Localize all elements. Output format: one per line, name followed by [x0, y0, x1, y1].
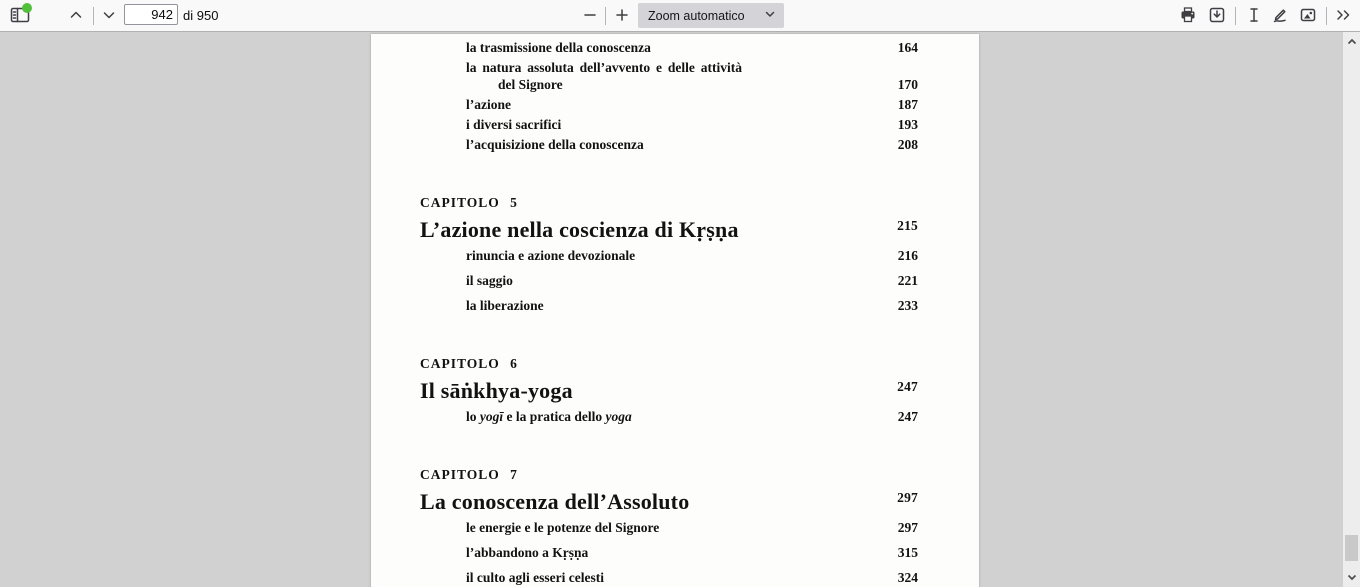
print-icon — [1179, 6, 1197, 27]
page-number: 297 — [897, 520, 918, 535]
page-number: 193 — [897, 117, 918, 132]
toolbar-separator — [93, 7, 94, 25]
toc-text: la liberazione — [466, 298, 544, 313]
toc-item-row — [420, 98, 979, 112]
toc-text: yogī — [479, 409, 504, 424]
page-number: 164 — [897, 40, 918, 55]
page-number: 297 — [897, 490, 918, 505]
toc-chapter-block — [420, 468, 979, 585]
chapter-title-row — [420, 489, 979, 515]
page-number: 247 — [897, 379, 918, 394]
chevron-down-icon — [764, 7, 784, 25]
page-number: 216 — [897, 248, 918, 263]
pdf-toolbar — [0, 0, 1360, 32]
zoom-in-button[interactable] — [608, 2, 636, 30]
toc-text: e la pratica dello — [503, 409, 606, 424]
draw-tool-icon — [1271, 6, 1289, 27]
text-annotation-button[interactable] — [1240, 2, 1268, 30]
toc-item-row — [420, 249, 979, 263]
chapter-label: CAPITOLO 5 — [420, 195, 518, 210]
image-tool-icon — [1299, 6, 1317, 27]
pdf-viewer-area[interactable] — [0, 32, 1343, 587]
page-number-input[interactable] — [124, 4, 178, 25]
page-number: 315 — [897, 545, 918, 560]
page-count-label: di 950 — [183, 8, 219, 23]
pdf-page — [371, 34, 979, 587]
toc-chapter-block — [420, 357, 979, 424]
toc-text: il saggio — [466, 273, 513, 288]
toc-text: l’azione — [466, 97, 511, 112]
toc-chapter-block — [420, 196, 979, 313]
toc-text: del Signore — [498, 77, 563, 92]
more-tools-button[interactable] — [1330, 2, 1358, 30]
toc-text: il culto agli esseri celesti — [466, 570, 604, 585]
toc-text: rinuncia e azione devozionale — [466, 248, 636, 263]
chapter-title-row — [420, 217, 979, 243]
toc-text: yoga — [605, 409, 632, 424]
page-number: 208 — [897, 137, 918, 152]
toolbar-separator — [1235, 7, 1236, 25]
toolbar-separator — [1326, 7, 1327, 25]
draw-annotation-button[interactable] — [1266, 2, 1294, 30]
toc-item-row — [420, 571, 979, 585]
toc-text: le energie e le potenze del Signore — [466, 520, 660, 535]
notification-dot-icon — [22, 3, 32, 13]
toc-text: l’acquisizione della conoscenza — [466, 137, 644, 152]
more-tools-icon — [1334, 6, 1354, 27]
chapter-title-row — [420, 378, 979, 404]
scroll-up-icon[interactable] — [1343, 34, 1360, 49]
toc-item-row — [420, 118, 979, 132]
scroll-down-icon[interactable] — [1343, 569, 1360, 584]
toc-item-row — [420, 61, 979, 75]
save-button[interactable] — [1203, 2, 1231, 30]
toc-item-row — [420, 546, 979, 560]
chapter-label: CAPITOLO 6 — [420, 356, 518, 371]
page-down-icon — [100, 6, 118, 27]
toc-item-row — [420, 299, 979, 313]
zoom-select-value: Zoom automatico — [648, 8, 745, 23]
chapter-title: Il sāṅkhya-yoga — [420, 378, 573, 403]
page-number: 215 — [897, 218, 918, 233]
toc-item-row — [420, 138, 979, 152]
chapter-title: La conoscenza dell’Assoluto — [420, 489, 690, 514]
toc-text: i diversi sacrifici — [466, 117, 562, 132]
toc-item-row — [420, 274, 979, 288]
page-number: 233 — [897, 298, 918, 313]
zoom-out-icon — [581, 6, 599, 27]
zoom-in-icon — [613, 6, 631, 27]
toc-text: l’abbandono a Kṛṣṇa — [466, 545, 589, 560]
page-number: 170 — [897, 77, 918, 92]
toc-text: la trasmissione della conoscenza — [466, 40, 651, 55]
chapter-label: CAPITOLO 7 — [420, 467, 518, 482]
toc-text: la natura assoluta dell’avvento e delle attività — [466, 60, 742, 75]
toc-item-row — [420, 78, 979, 92]
zoom-level-select[interactable] — [638, 3, 784, 28]
next-page-button[interactable] — [95, 2, 123, 30]
previous-page-button[interactable] — [62, 2, 90, 30]
toolbar-separator — [605, 7, 606, 25]
print-button[interactable] — [1174, 2, 1202, 30]
text-tool-icon — [1245, 6, 1263, 27]
page-number: 247 — [897, 409, 918, 424]
page-number: 221 — [897, 273, 918, 288]
image-annotation-button[interactable] — [1294, 2, 1322, 30]
page-number: 187 — [897, 97, 918, 112]
save-icon — [1208, 6, 1226, 27]
chapter-title: L’azione nella coscienza di Kṛṣṇa — [420, 217, 739, 242]
page-number: 324 — [897, 570, 918, 585]
scrollbar-thumb[interactable] — [1345, 535, 1358, 561]
toc-item-row — [420, 410, 979, 424]
zoom-out-button[interactable] — [576, 2, 604, 30]
vertical-scrollbar[interactable] — [1343, 32, 1360, 587]
page-up-icon — [67, 6, 85, 27]
sidebar-toggle-button[interactable] — [6, 2, 34, 30]
toc-text: lo — [466, 409, 480, 424]
toc-item-row — [420, 41, 979, 55]
toc-item-row — [420, 521, 979, 535]
